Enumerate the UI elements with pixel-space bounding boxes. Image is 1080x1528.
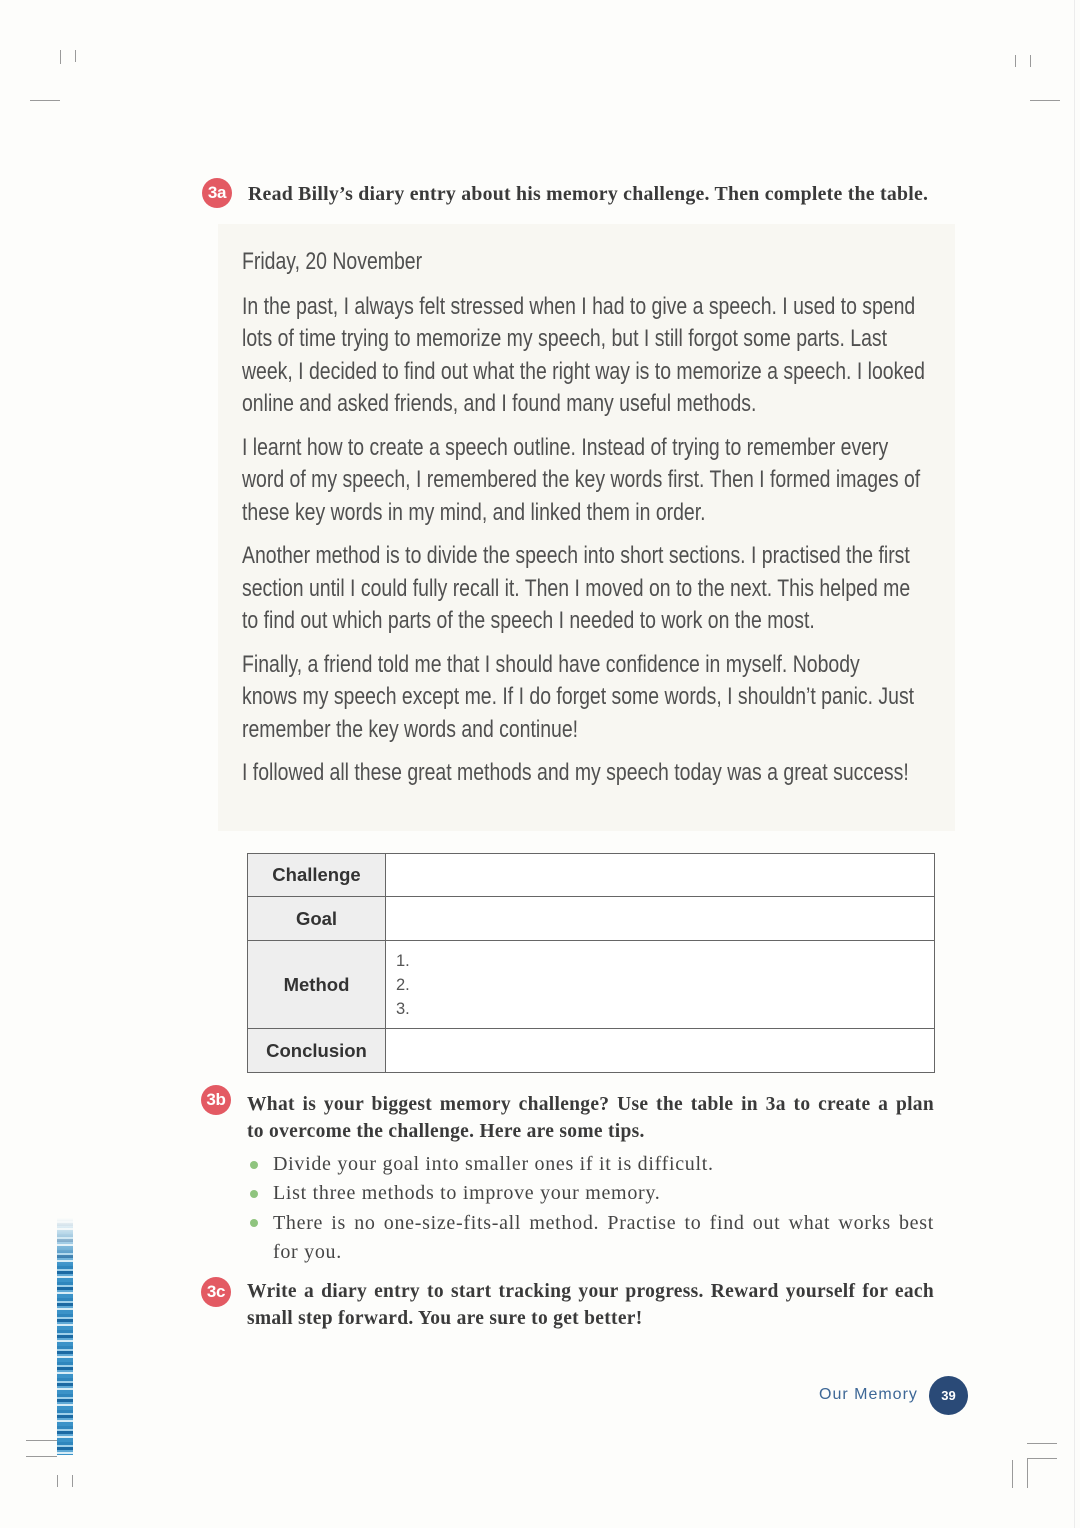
diary-line: lots of time trying to memorize my speech, but I still forgot some parts. Last bbox=[242, 325, 888, 353]
list-item bbox=[247, 1150, 934, 1179]
diary-paragraph bbox=[242, 757, 955, 790]
diary-line: Another method is to divide the speech into short sections. I practised the first bbox=[242, 542, 910, 570]
list-item bbox=[247, 1209, 934, 1268]
diary-line: I learnt how to create a speech outline. Instead of trying to remember every bbox=[242, 433, 889, 461]
diary-line: I followed all these great methods and my speech today was a great success! bbox=[242, 759, 909, 787]
diary-line: section until I could fully recall it. Then I moved on to the next. This helped me bbox=[242, 574, 911, 602]
diary-paragraph bbox=[242, 291, 955, 421]
unit-title: Our Memory bbox=[819, 1386, 918, 1403]
diary-line: online and asked friends, and I found many useful methods. bbox=[242, 390, 757, 418]
row-answer-method bbox=[386, 941, 935, 1029]
table-row bbox=[248, 897, 935, 941]
row-answer-goal bbox=[386, 897, 935, 941]
diary-line: to find out which parts of the speech I needed to work on the most. bbox=[242, 607, 815, 635]
bullet-icon bbox=[250, 1161, 258, 1169]
crop-mark bbox=[72, 1475, 73, 1487]
crop-mark bbox=[60, 50, 61, 64]
crop-mark bbox=[1027, 1443, 1057, 1444]
tip-text: for you. bbox=[273, 1240, 342, 1263]
diary-line: In the past, I always felt stressed when I had to give a speech. I used to spend bbox=[242, 292, 916, 320]
diary-date: Friday, 20 November bbox=[242, 248, 423, 275]
diary-paragraph bbox=[242, 649, 955, 747]
diary-line: knows my speech except me. If I do forget some words, I shouldn’t panic. Just bbox=[242, 683, 915, 711]
row-label-challenge: Challenge bbox=[248, 854, 386, 897]
diary-line: week, I decided to find out what the right way is to memorize a speech. I looked bbox=[242, 357, 925, 385]
crop-mark bbox=[26, 1440, 57, 1441]
instruction-line: to overcome the challenge. Here are some tips. bbox=[247, 1121, 645, 1142]
bullet-icon bbox=[250, 1190, 258, 1198]
tip-text: There is no one-size-fits-all method. Practise to find out what works best bbox=[273, 1211, 934, 1234]
exercise-badge-3b: 3b bbox=[201, 1085, 231, 1115]
crop-mark bbox=[1027, 1458, 1057, 1459]
list-item bbox=[247, 1179, 934, 1208]
exercise-badge-3c: 3c bbox=[201, 1277, 231, 1307]
diary-line: remember the key words and continue! bbox=[242, 715, 579, 743]
instruction-3a: Read Billy’s diary entry about his memory challenge. Then complete the table. bbox=[248, 183, 929, 205]
diary-paragraph bbox=[242, 540, 955, 638]
instruction-3c bbox=[247, 1278, 934, 1332]
tip-text: Divide your goal into smaller ones if it is difficult. bbox=[273, 1153, 714, 1175]
instruction-3b bbox=[247, 1091, 934, 1145]
row-answer-conclusion bbox=[386, 1029, 935, 1073]
exercise-badge-3a: 3a bbox=[202, 178, 232, 208]
row-label-conclusion: Conclusion bbox=[248, 1029, 386, 1073]
crop-mark bbox=[75, 50, 76, 62]
instruction-line: small step forward. You are sure to get better! bbox=[247, 1308, 643, 1329]
table-row bbox=[248, 1029, 935, 1073]
table-row bbox=[248, 941, 935, 1029]
diary-line: Finally, a friend told me that I should have confidence in myself. Nobody bbox=[242, 650, 860, 678]
diary-paragraph bbox=[242, 432, 955, 530]
method-item: 3. bbox=[396, 999, 410, 1018]
diary-line: word of my speech, I remembered the key words first. Then I formed images of bbox=[242, 466, 921, 494]
crop-mark bbox=[26, 1456, 57, 1457]
crop-mark bbox=[1027, 1458, 1028, 1488]
crop-mark bbox=[1030, 100, 1060, 101]
row-label-goal: Goal bbox=[248, 897, 386, 941]
row-label-method: Method bbox=[248, 941, 386, 1029]
crop-mark bbox=[1012, 1460, 1013, 1488]
instruction-line: Write a diary entry to start tracking your progress. Reward yourself for each bbox=[247, 1281, 934, 1302]
crop-mark bbox=[30, 100, 60, 101]
page-number-badge: 39 bbox=[929, 1376, 968, 1415]
method-item: 1. bbox=[396, 951, 410, 970]
crop-mark bbox=[57, 1475, 58, 1487]
diary-entry bbox=[218, 224, 955, 831]
decorative-water-strip bbox=[57, 1218, 73, 1455]
method-item: 2. bbox=[396, 975, 410, 994]
crop-mark bbox=[1030, 55, 1031, 67]
scan-edge bbox=[1074, 0, 1075, 1528]
crop-mark bbox=[1015, 55, 1016, 67]
tip-text: List three methods to improve your memory. bbox=[273, 1182, 661, 1205]
completion-table bbox=[247, 853, 935, 1073]
tips-list bbox=[247, 1150, 934, 1267]
bullet-icon bbox=[250, 1219, 258, 1227]
diary-line: these key words in my mind, and linked them in order. bbox=[242, 498, 706, 526]
row-answer-challenge bbox=[386, 854, 935, 897]
table-row bbox=[248, 854, 935, 897]
instruction-line: What is your biggest memory challenge? Use the table in 3a to create a plan bbox=[247, 1094, 934, 1115]
